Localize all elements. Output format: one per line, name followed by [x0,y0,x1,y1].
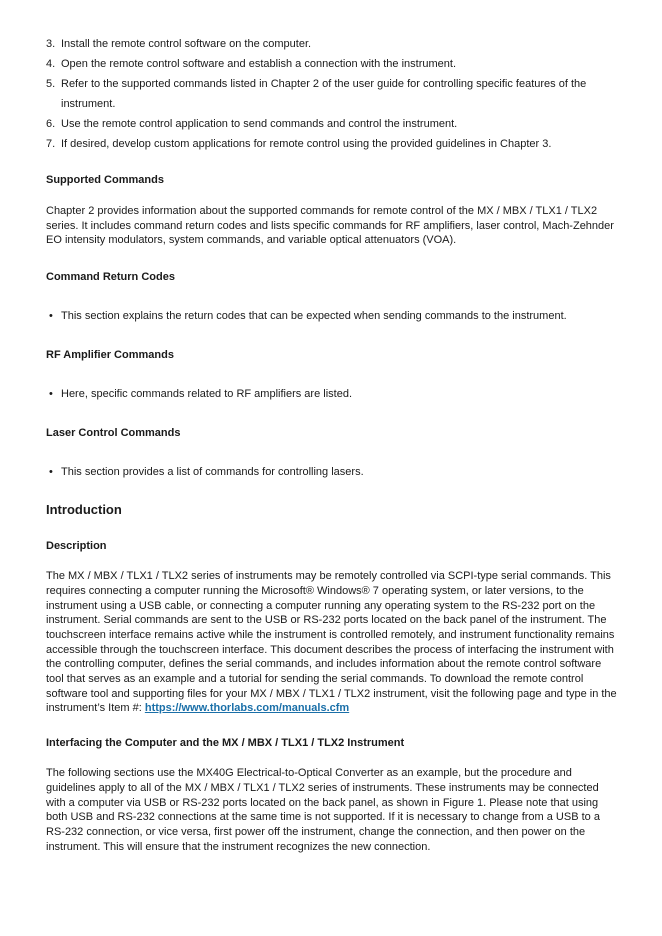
introduction-heading: Introduction [46,502,122,518]
laser-commands-list [46,465,618,479]
supported-commands-heading: Supported Commands [46,174,164,186]
command-return-codes-heading: Command Return Codes [46,271,175,284]
list-item [46,387,618,401]
bullet-icon: • [49,466,53,479]
interfacing-heading: Interfacing the Computer and the MX / MBX / TLX1 / TLX2 Instrument [46,737,405,750]
list-item [46,54,618,74]
document-page [46,34,618,854]
step-number: 7. [46,138,56,150]
description-paragraph [46,569,618,716]
setup-steps-list [46,34,618,154]
list-item [46,465,618,479]
step-text: Open the remote control software and establish a connection with the instrument. [61,58,456,70]
list-item [46,34,618,54]
list-item [46,309,618,323]
step-number: 4. [46,58,56,70]
step-text: Install the remote control software on the computer. [61,38,312,50]
description-heading: Description [46,540,107,553]
bullet-icon: • [49,388,53,401]
rf-commands-list [46,387,618,401]
step-number: 5. [46,78,56,90]
manuals-link[interactable]: https://www.thorlabs.com/manuals.cfm [144,702,350,715]
bullet-icon: • [49,310,53,323]
interfacing-paragraph: The following sections use the MX40G Electrical-to-Optical Converter as an example, but the procedure and guidelines apply to all of the MX / MBX / TLX1 / TLX2 series of instruments. These instruments may be connected with a computer via USB or RS-232 ports located on the back panel, as shown in Figure 1. Please note that using both USB and RS-232 connections at the same time is not supported. If it is necessary to change from a USB to a RS-232 connection, or vice versa, first power off the instrument, change the connection, and then power on the instrument. This will ensure that the instrument recognizes the new connection. [46,767,600,853]
bullet-text: This section provides a list of commands for controlling lasers. [61,466,364,479]
supported-commands-paragraph: Chapter 2 provides information about the supported commands for remote control of the MX / MBX / TLX1 / TLX2 series. It includes command return codes and lists specific commands for RF amplifiers, laser control, Mach-Zehnder EO intensity modulators, system commands, and variable optical attenuators (VOA). [46,205,614,247]
bullet-text: This section explains the return codes that can be expected when sending commands to the instrument. [61,310,567,323]
list-item [46,74,618,114]
return-codes-list [46,309,618,323]
step-number: 6. [46,118,56,130]
step-text: Refer to the supported commands listed in Chapter 2 of the user guide for controlling specific features of the instrument. [61,78,587,110]
bullet-text: Here, specific commands related to RF amplifiers are listed. [61,388,352,401]
rf-amplifier-commands-heading: RF Amplifier Commands [46,349,174,362]
list-item [46,114,618,134]
step-number: 3. [46,38,56,50]
laser-control-commands-heading: Laser Control Commands [46,427,181,440]
description-text: The MX / MBX / TLX1 / TLX2 series of instruments may be remotely controlled via SCPI-type serial commands. This requires connecting a computer running the Microsoft® Windows® 7 operating system, or later versions, to the instrument using a USB cable, or connecting a computer running any operating system to the RS-232 port on the instrument. Serial commands are sent to the USB or RS-232 ports located on the back panel of the instrument. The touchscreen interface remains active while the instrument is controlled remotely, and instrument functionality remains accessible through the touchscreen interface. This document describes the process of interfacing the instrument with the controlling computer, defines the serial commands, and includes information about the remote control software tool that serves as an example and a tutorial for sending the serial commands. To download the remote control software tool and supporting files for your MX / MBX / TLX1 / TLX2 instrument, visit the following page and type in the instrument’s Item #: [46,570,617,715]
list-item [46,134,618,154]
step-text: If desired, develop custom applications for remote control using the provided guidelines in Chapter 3. [61,138,552,150]
step-text: Use the remote control application to send commands and control the instrument. [61,118,458,130]
